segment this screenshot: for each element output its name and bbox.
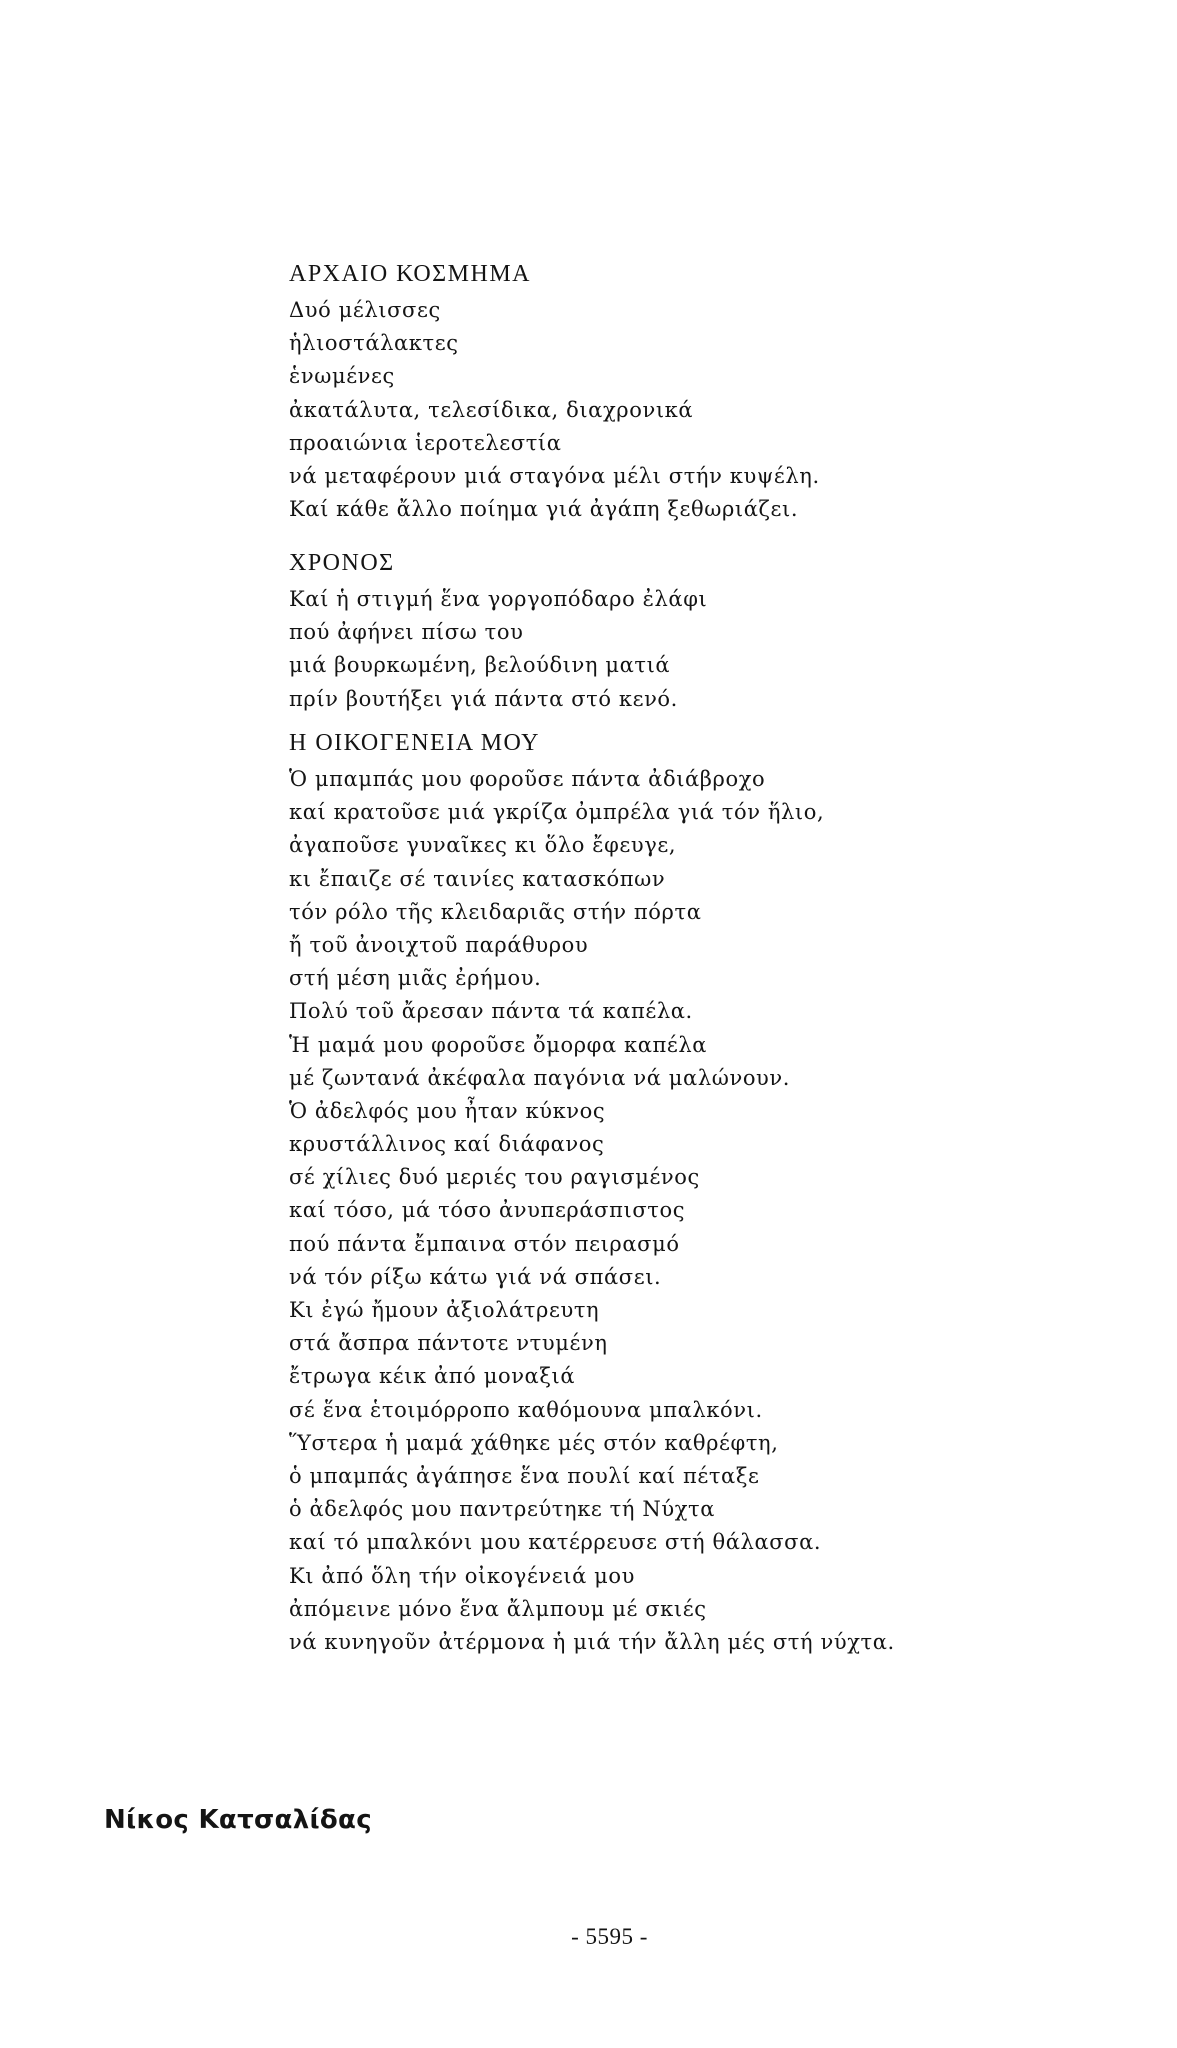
poem-line: νά μεταφέρουν μιά σταγόνα μέλι στήν κυψέλη.	[289, 463, 820, 488]
poem-line: τόν ρόλο τῆς κλειδαριᾶς στήν πόρτα	[289, 899, 702, 924]
poem-line: σέ ἕνα ἑτοιμόρροπο καθόμουνα μπαλκόνι.	[289, 1397, 763, 1422]
poem-title: ΧΡΟΝΟΣ	[289, 550, 395, 576]
poem-line: στά ἄσπρα πάντοτε ντυμένη	[289, 1331, 608, 1356]
poem-line: ἀκατάλυτα, τελεσίδικα, διαχρονικά	[289, 397, 694, 422]
poem-stanza	[289, 763, 1089, 1659]
poem-line: ἔτρωγα κέικ ἀπό μοναξιά	[289, 1364, 576, 1389]
poem-title: Η ΟΙΚΟΓΕΝΕΙΑ ΜΟΥ	[289, 730, 541, 756]
poem-coda: Καί κάθε ἄλλο ποίημα γιά ἀγάπη ξεθωριάζει.	[289, 497, 799, 521]
poem-line: πού ἀφήνει πίσω του	[289, 620, 524, 645]
poems-column	[289, 254, 1089, 1659]
poem-title: ΑΡΧΑΙΟ ΚΟΣΜΗΜΑ	[289, 261, 531, 287]
poem-line: Πολύ τοῦ ἄρεσαν πάντα τά καπέλα.	[289, 999, 693, 1024]
poem-line: νά τόν ρίξω κάτω γιά νά σπάσει.	[289, 1264, 662, 1289]
poem-line: ἤ τοῦ ἀνοιχτοῦ παράθυρου	[289, 932, 589, 957]
poem-i-oikogeneia-mou	[289, 723, 1089, 1659]
poem-line: κι ἔπαιζε σέ ταινίες κατασκόπων	[289, 866, 666, 891]
poem-line: νά κυνηγοῦν ἀτέρμονα ἡ μιά τήν ἄλλη μές στή νύχτα.	[289, 1629, 895, 1654]
poem-line: ἀπόμεινε μόνο ἕνα ἄλμπουμ μέ σκιές	[289, 1596, 707, 1621]
poem-line: ὁ ἀδελφός μου παντρεύτηκε τή Νύχτα	[289, 1497, 716, 1522]
poem-line: προαιώνια ἱεροτελεστία	[289, 430, 562, 455]
poem-line: Δυό μέλισσες	[289, 298, 441, 322]
poem-line: Ἡ μαμά μου φοροῦσε ὄμορφα καπέλα	[289, 1032, 708, 1057]
poem-line: καί τό μπαλκόνι μου κατέρρευσε στή θάλασσα.	[289, 1530, 822, 1555]
poem-line: Ὁ ἀδελφός μου ἦταν κύκνος	[289, 1098, 606, 1123]
poem-line: ἑνωμένες	[289, 364, 395, 389]
page-number: - 5595 -	[571, 1924, 648, 1949]
poem-line: Κι ἀπό ὅλη τήν οἰκογένειά μου	[289, 1563, 636, 1588]
poem-line: μέ ζωντανά ἀκέφαλα παγόνια νά μαλώνουν.	[289, 1065, 791, 1090]
poem-line: καί τόσο, μά τόσο ἀνυπεράσπιστος	[289, 1198, 686, 1223]
author-name: Νίκος Κατσαλίδας	[104, 1805, 372, 1835]
poem-line: κρυστάλλινος καί διάφανος	[289, 1132, 605, 1157]
poem-line: ἀγαποῦσε γυναῖκες κι ὅλο ἔφευγε,	[289, 833, 677, 858]
poem-stanza	[289, 583, 1089, 723]
poem-line: Ὁ μπαμπάς μου φοροῦσε πάντα ἀδιάβροχο	[289, 767, 766, 791]
poem-line: ἡλιοστάλακτες	[289, 331, 459, 356]
poem-line: ὁ μπαμπάς ἀγάπησε ἕνα πουλί καί πέταξε	[289, 1463, 760, 1488]
poem-chronos	[289, 543, 1089, 723]
poem-line: στή μέση μιᾶς ἐρήμου.	[289, 966, 542, 991]
poem-line: μιά βουρκωμένη, βελούδινη ματιά	[289, 653, 671, 678]
poem-line: Καί ἡ στιγμή ἕνα γοργοπόδαρο ἐλάφι	[289, 587, 708, 611]
poem-stanza	[289, 294, 1089, 493]
poem-line: Ὕστερα ἡ μαμά χάθηκε μές στόν καθρέφτη,	[289, 1430, 779, 1455]
poem-archaio-kosmima	[289, 254, 1089, 543]
poem-line: σέ χίλιες δυό μεριές του ραγισμένος	[289, 1165, 700, 1190]
poem-line: Κι ἐγώ ἤμουν ἀξιολάτρευτη	[289, 1298, 600, 1322]
poem-line: καί κρατοῦσε μιά γκρίζα ὀμπρέλα γιά τόν ἥλιο,	[289, 800, 825, 825]
poem-line: πρίν βουτήξει γιά πάντα στό κενό.	[289, 686, 678, 711]
poem-line: πού πάντα ἔμπαινα στόν πειρασμό	[289, 1231, 680, 1256]
